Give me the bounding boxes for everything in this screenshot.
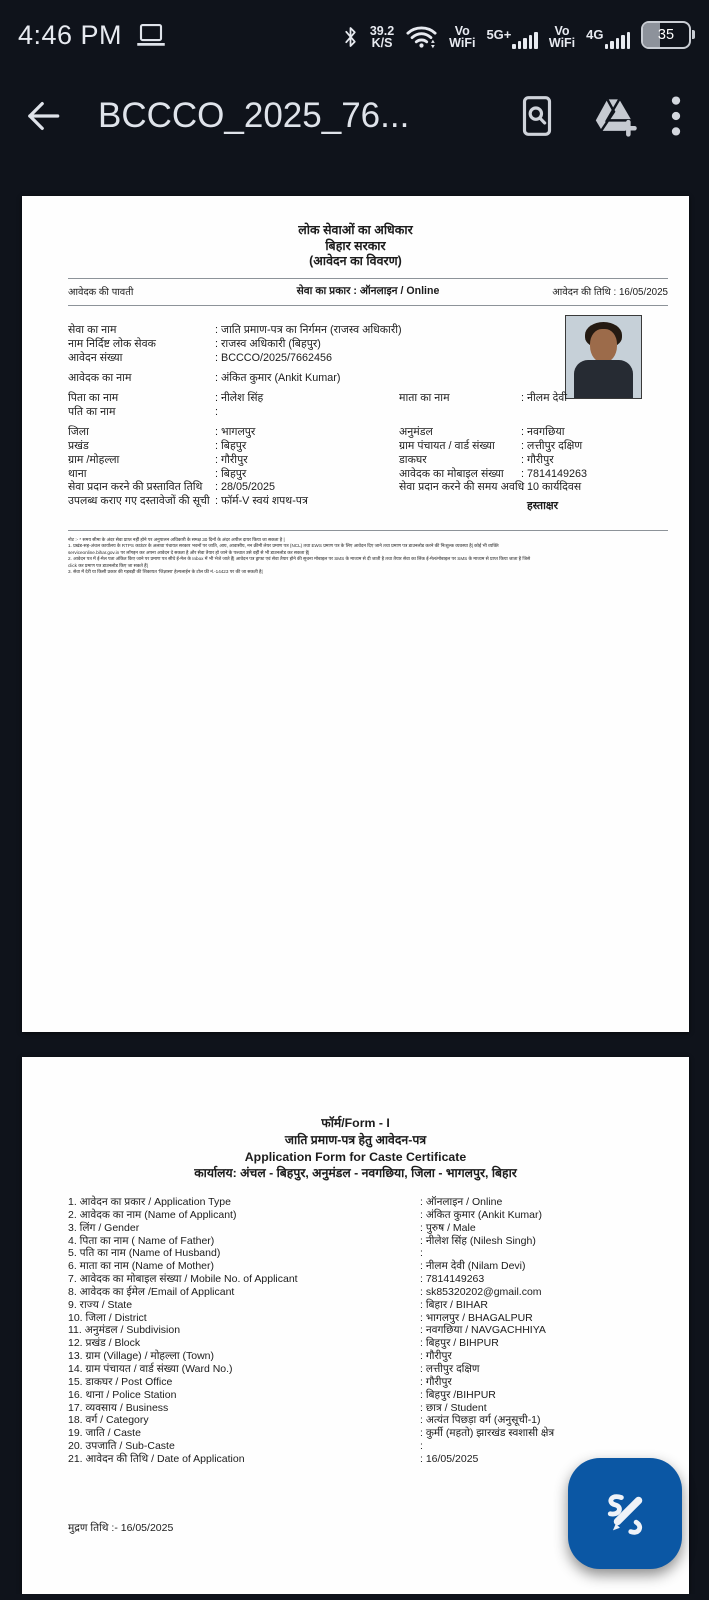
bluetooth-icon (342, 25, 359, 49)
field-row: पिता का नाम : नीलेश सिंह माता का नाम : नीलम देवी (68, 392, 568, 405)
form-items-list (22, 1196, 689, 1466)
form-item: 8. आवेदक का ईमेल /Email of Applicant : sk85320202@gmail.com (68, 1285, 542, 1298)
form-item: 4. पिता का नाम ( Name of Father) : नीलेश सिंह (Nilesh Singh) (68, 1234, 536, 1247)
form-item: 1. आवेदन का प्रकार / Application Type : ऑनलाइन / Online (68, 1196, 503, 1208)
signal-4g: 4G (586, 29, 630, 49)
field-row: प्रखंड : बिहपुर ग्राम पंचायत / वार्ड संख्या : लत्तीपुर दक्षिण (68, 440, 583, 453)
signal-5g: 5G+ (486, 29, 537, 49)
annotate-fab[interactable] (568, 1458, 682, 1569)
divider (68, 530, 668, 531)
footer-notes: नोट :- * समय सीमा के अंदर सेवा प्राप्त नहीं होने पर अनुपालन अधिकारी के समक्ष 30 दिनों के अंदर अपील दायर किया जा सकता है | 1. प्रखंड-सह-अंचल कार्यालय के RTPS काउंटर के अलावा पंचायत सरकार भवनों पर जाति, आय, आवासीय, नन क्रीमी लेयर प्रमाण पत्र (NCL) तथा EWS प्रमाण पत्र के लिए आवेदन दिए जाने तथा प्रमाण पत्र डाउनलोड करने की निःशुल्क व्यवस्था है| कोई भी व्यक्ति serviceonline.bihar.gov.in पर लॉगइन कर अपना आवेदन दे सकता है और सेवा तैयार हो जाने के पश्चात उसे वहीं से भी डाउनलोड कर सकता है| 2. आवेदन पत्र में ई-मेल पता अंकित किए जाने पर प्रमाण पत्र सीधे ई-मेल के Inbox में भी भेजे जाते हैं| आवेदन पत्र ड्राफ्ट एवं सेवा तैयार होने की सूचना मोबाइल पर SMS के माध्यम से दी जाती है तथा तैयार सेवा का लिंक ई-मेल/मोबाइल पर SMS के माध्यम से प्राप्त किया जाता है जिसे click कर प्रमाण पत्र डाउनलोड किए जा सकते हैं| 3. सेवा में देरी या किसी प्रकार की गड़बड़ी की शिकायत 'जिज्ञासा' हेल्पलाईन के टोल फ्री नं.-14423 पर की जा सकती है| (68, 537, 531, 575)
add-to-drive-icon[interactable] (591, 95, 637, 137)
signature-label: हस्ताक्षर (527, 500, 559, 512)
print-date: मुद्रण तिथि :- 16/05/2025 (68, 1522, 174, 1534)
network-speed: 39.2 K/S (369, 24, 395, 50)
divider (68, 278, 668, 279)
field-row: जिला : भागलपुर अनुमंडल : नवगछिया (68, 426, 565, 439)
field-row: पति का नाम : (68, 405, 218, 418)
back-button[interactable] (24, 99, 84, 133)
application-fields (22, 324, 689, 509)
laptop-cast-icon (136, 22, 166, 48)
form-item: 5. पति का नाम (Name of Husband) : (68, 1247, 423, 1260)
form-item: 10. जिला / District : भागलपुर / BHAGALPUR (68, 1311, 533, 1324)
divider (68, 305, 668, 306)
field-row: आवेदन संख्या : BCCCO/2025/7662456 (68, 351, 333, 364)
field-row: सेवा का नाम : जाति प्रमाण-पत्र का निर्गमन (राजस्व अधिकारी) (68, 324, 402, 336)
pdf-page-1[interactable] (22, 196, 689, 1032)
field-row: सेवा प्रदान करने की प्रस्तावित तिथि : 28/05/2025 सेवा प्रदान करने की समय अवधि : 10 कार्यदिवस (68, 481, 582, 494)
overflow-menu-icon[interactable] (671, 96, 681, 136)
field-row: थाना : बिहपुर आवेदक का मोबाइल संख्या : 7814149263 (68, 467, 588, 480)
vowifi-indicator-2: Vo WiFi (548, 24, 576, 50)
form-item: 11. अनुमंडल / Subdivision : नवगछिया / NAVGACHHIYA (68, 1324, 546, 1337)
service-type: सेवा का प्रकार : ऑनलाइन / Online (296, 285, 440, 297)
document-title: BCCCO_2025_76... (98, 96, 410, 135)
find-in-document-icon[interactable] (517, 94, 557, 138)
vowifi-indicator-1: Vo WiFi (449, 24, 476, 50)
form-item: 18. वर्ग / Category : अत्यंत पिछड़ा वर्ग (अनुसूची-1) (68, 1414, 541, 1427)
form-item: 6. माता का नाम (Name of Mother) : नीलम देवी (Nilam Devi) (68, 1260, 526, 1273)
field-row: नाम निर्दिष्ट लोक सेवक : राजस्व अधिकारी (बिहपुर) (68, 337, 321, 350)
page1-header: लोक सेवाओं का अधिकार बिहार सरकार (आवेदन का विवरण) (298, 223, 413, 268)
form-item: 3. लिंग / Gender : पुरुष / Male (68, 1221, 476, 1234)
field-row: आवेदक का नाम : अंकित कुमार (Ankit Kumar) (68, 371, 341, 384)
form-item: 16. थाना / Police Station : बिहपुर /BIHPUR (68, 1388, 496, 1401)
wifi-icon (405, 23, 438, 49)
screen-bottom-edge (0, 1594, 709, 1600)
form-item: 14. ग्राम पंचायत / वार्ड संख्या (Ward No.) : लत्तीपुर दक्षिण (68, 1362, 480, 1375)
form-item: 2. आवेदक का नाम (Name of Applicant) : अंकित कुमार (Ankit Kumar) (68, 1208, 542, 1221)
form-item: 17. व्यवसाय / Business : छात्र / Student (68, 1401, 487, 1414)
form-item: 9. राज्य / State : बिहार / BIHAR (68, 1298, 488, 1311)
field-row: ग्राम /मोहल्ला : गौरीपुर डाकघर : गौरीपुर (68, 453, 554, 466)
stylus-note-icon (596, 1485, 654, 1543)
application-date: आवेदन की तिथि : 16/05/2025 (552, 287, 668, 298)
battery-indicator: 35 (641, 21, 691, 49)
form-item: 12. प्रखंड / Block : बिहपुर / BIHPUR (68, 1337, 499, 1350)
field-row: उपलब्ध कराए गए दस्तावेजों की सूची : फॉर्म-V स्वयं शपथ-पत्र (68, 495, 308, 508)
form-item: 7. आवेदक का मोबाइल संख्या / Mobile No. of Applicant : 7814149263 (68, 1273, 485, 1286)
clock-time: 4:46 PM (18, 19, 123, 50)
form-item: 15. डाकघर / Post Office : गौरीपुर (68, 1375, 452, 1388)
status-bar (0, 0, 709, 70)
form-item: 13. ग्राम (Village) / मोहल्ला (Town) : गौरीपुर (68, 1350, 452, 1363)
form-item: 21. आवेदन की तिथि / Date of Application : 16/05/2025 (68, 1452, 479, 1465)
form-item: 19. जाति / Caste : कुर्मी (महतो) झारखंड स्वशासी क्षेत्र (68, 1427, 555, 1440)
receipt-meta-row (68, 282, 668, 300)
receipt-label: आवेदक की पावती (68, 287, 134, 298)
page2-header: फॉर्म/Form - I जाति प्रमाण-पत्र हेतु आवेदन-पत्र Application Form for Caste Certificate कार्यालय: अंचल - बिहपुर, अनुमंडल - नवगछिया, जिला - भागलपुर, बिहार (194, 1116, 517, 1181)
app-bar (0, 70, 709, 162)
form-item: 20. उपजाति / Sub-Caste : (68, 1440, 423, 1453)
